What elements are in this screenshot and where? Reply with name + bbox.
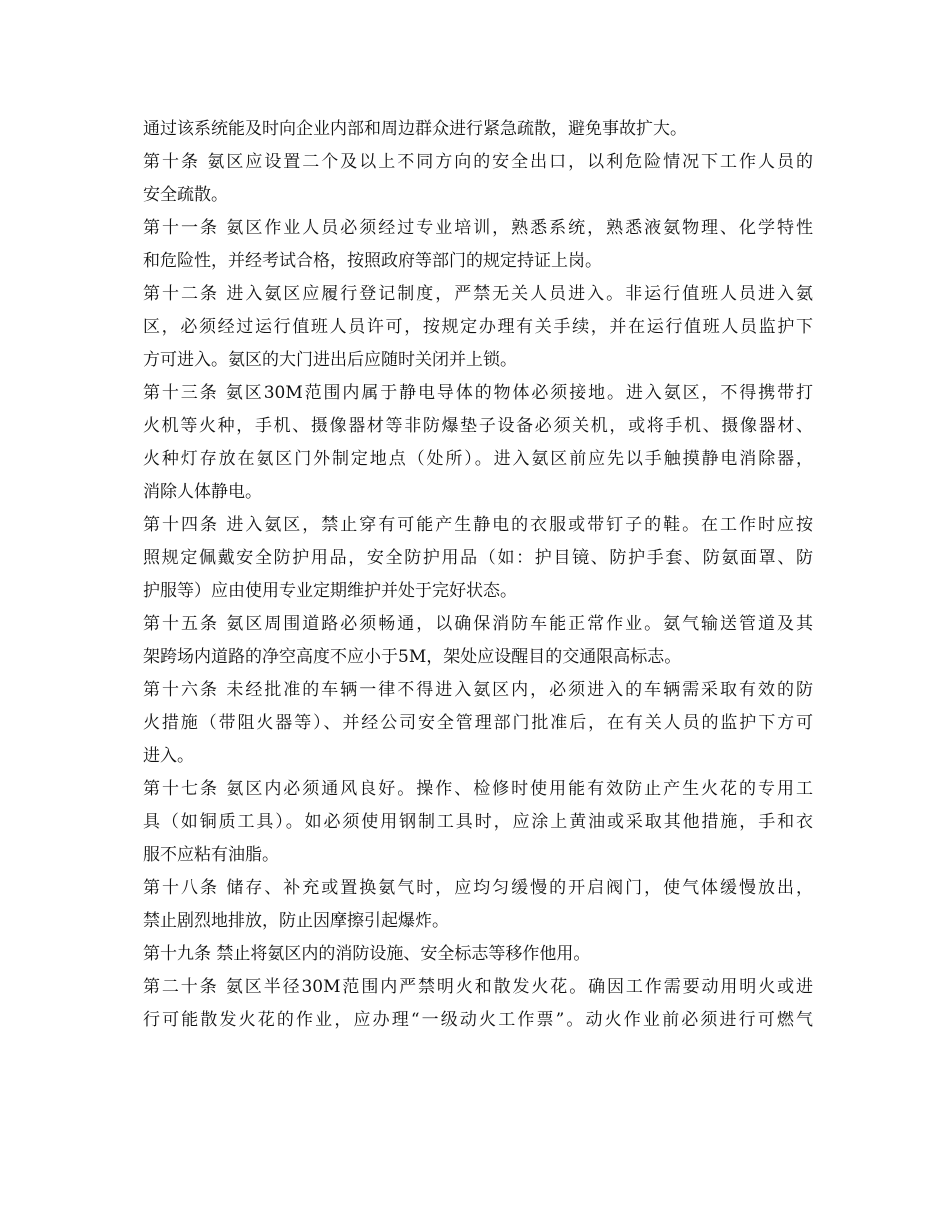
- text-line: 第十二条 进入氨区应履行登记制度，严禁无关人员进入。非运行值班人员进入氨: [143, 284, 813, 304]
- text-line: 火种灯存放在氨区门外制定地点（处所）。进入氨区前应先以手触摸静电消除器，: [143, 449, 813, 469]
- text-line: 安全疏散。: [143, 185, 228, 205]
- text-line: 第二十条 氨区半径30M范围内严禁明火和散发火花。确因工作需要动用明火或进: [143, 977, 813, 997]
- text-line: 行可能散发火花的作业，应办理“一级动火工作票”。动火作业前必须进行可燃气: [143, 1010, 813, 1030]
- text-line: 服不应粘有油脂。: [143, 845, 279, 865]
- text-line: 照规定佩戴安全防护用品，安全防护用品（如：护目镜、防护手套、防氨面罩、防: [143, 548, 813, 568]
- text-line: 架跨场内道路的净空高度不应小于5M，架处应设醒目的交通限高标志。: [143, 647, 682, 667]
- text-line: 火措施（带阻火器等）、并经公司安全管理部门批准后，在有关人员的监护下方可: [143, 713, 813, 733]
- text-line: 第十三条 氨区30M范围内属于静电导体的物体必须接地。进入氨区，不得携带打: [143, 383, 813, 403]
- text-line: 火机等火种，手机、摄像器材等非防爆垫子设备必须关机，或将手机、摄像器材、: [143, 416, 813, 436]
- text-line: 进入。: [143, 746, 194, 766]
- text-line: 区，必须经过运行值班人员许可，按规定办理有关手续，并在运行值班人员监护下: [143, 317, 813, 337]
- text-line: 禁止剧烈地排放，防止因摩擦引起爆炸。: [143, 911, 449, 931]
- text-line: 第十八条 储存、补充或置换氨气时，应均匀缓慢的开启阀门，使气体缓慢放出，: [143, 878, 813, 898]
- text-line: 和危险性，并经考试合格，按照政府等部门的规定持证上岗。: [143, 251, 602, 271]
- text-line: 第十五条 氨区周围道路必须畅通，以确保消防车能正常作业。氨气输送管道及其: [143, 614, 813, 634]
- text-line: 护服等）应由使用专业定期维护并处于完好状态。: [143, 581, 517, 601]
- text-line: 第十一条 氨区作业人员必须经过专业培训，熟悉系统，熟悉液氨物理、化学特性: [143, 218, 813, 238]
- text-line: 具（如铜质工具）。如必须使用钢制工具时，应涂上黄油或采取其他措施，手和衣: [143, 812, 813, 832]
- text-line: 第十六条 未经批准的车辆一律不得进入氨区内，必须进入的车辆需采取有效的防: [143, 680, 813, 700]
- text-line: 通过该系统能及时向企业内部和周边群众进行紧急疏散，避免事故扩大。: [143, 119, 687, 139]
- text-line: 第十四条 进入氨区，禁止穿有可能产生静电的衣服或带钉子的鞋。在工作时应按: [143, 515, 813, 535]
- document-body: [143, 113, 813, 1037]
- text-line: 消除人体静电。: [143, 482, 262, 502]
- text-line: 方可进入。氨区的大门进出后应随时关闭并上锁。: [143, 350, 517, 370]
- text-line: 第十条 氨区应设置二个及以上不同方向的安全出口，以利危险情况下工作人员的: [143, 152, 813, 172]
- text-line: 第十九条 禁止将氨区内的消防设施、安全标志等移作他用。: [143, 944, 591, 964]
- text-line: 第十七条 氨区内必须通风良好。操作、检修时使用能有效防止产生火花的专用工: [143, 779, 813, 799]
